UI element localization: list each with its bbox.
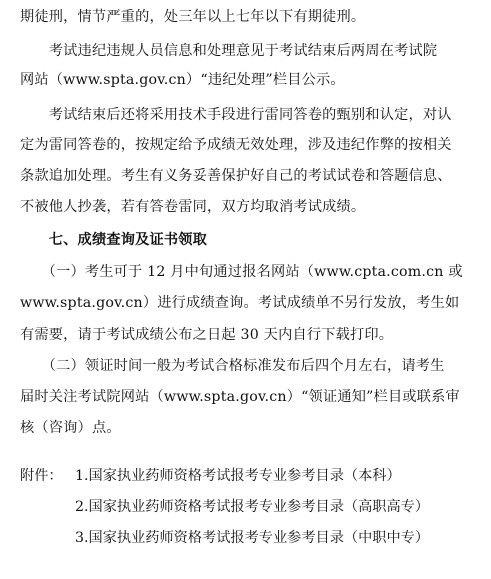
paragraph-line: （二）领证时间一般为考试合格标准发布后四个月左右，请考生	[20, 358, 445, 374]
paragraph-line: 网站（www.spta.gov.cn）“违纪处理”栏目公示。	[20, 72, 345, 88]
paragraph-line: 不被他人抄袭，若有答卷雷同，双方均取消考试成绩。	[20, 199, 366, 215]
paragraph-line: 考试违纪违规人员信息和处理意见于考试结束后两周在考试院	[20, 43, 438, 59]
paragraph-line: 届时关注考试院网站（www.spta.gov.cn）“领证通知”栏目或联系审	[20, 389, 460, 405]
paragraph-line: 条款追加处理。考生有义务妥善保护好自己的考试试卷和答题信息、	[20, 168, 452, 184]
paragraph-line: 考试结束后还将采用技术手段进行雷同答卷的甄别和认定，对认	[20, 107, 452, 123]
annex-label: 附件：	[20, 468, 63, 484]
section-heading: 七、成绩查询及证书领取	[20, 232, 208, 248]
paragraph-line: 有需要，请于考试成绩公布之日起 30 天内自行下载打印。	[20, 327, 394, 343]
paragraph-line: 定为雷同答卷的，按规定给予成绩无效处理，涉及违纪作弊的按相关	[20, 137, 452, 153]
annex-item: 3.国家执业药师资格考试报考专业参考目录（中职中专）	[75, 530, 430, 546]
annex-item: 1.国家执业药师资格考试报考专业参考目录（本科）	[75, 468, 401, 484]
paragraph-line: www.spta.gov.cn）进行成绩查询。考试成绩单不另行发放，考生如	[20, 295, 460, 311]
paragraph-line: （一）考生可于 12 月中旬通过报名网站（www.cpta.com.cn 或	[20, 264, 463, 280]
paragraph-line: 核（咨询）点。	[20, 420, 121, 436]
paragraph-line: 期徒刑，情节严重的，处三年以上七年以下有期徒刑。	[20, 9, 366, 25]
annex-item: 2.国家执业药师资格考试报考专业参考目录（高职高专）	[75, 499, 430, 515]
